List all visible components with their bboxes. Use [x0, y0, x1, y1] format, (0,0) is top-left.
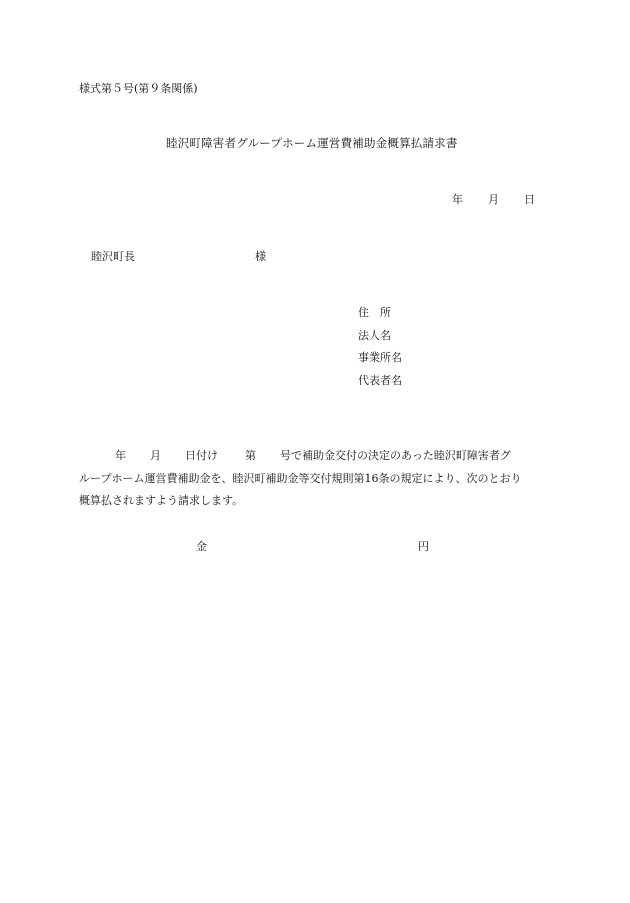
body-number-prefix: 第	[245, 449, 256, 462]
address-label-part1: 住	[358, 306, 369, 319]
office-name-label: 事業所名	[358, 351, 402, 364]
body-year-label: 年	[115, 449, 126, 462]
representative-name-label: 代表者名	[358, 373, 402, 387]
addressee-honorific: 様	[255, 250, 266, 263]
addressee-name: 睦沢町長	[91, 250, 135, 263]
form-number: 様式第５号(第９条関係)	[79, 82, 198, 95]
body-month-label: 月	[150, 449, 161, 462]
body-line-3: 概算払されますよう請求します。	[79, 494, 244, 507]
request-body-text	[79, 445, 549, 513]
date-day-label: 日	[524, 193, 535, 206]
amount-label: 金	[196, 540, 207, 553]
date-line	[452, 194, 536, 206]
body-line1-tail: 号で補助金交付の決定のあった睦沢町障害者グ	[280, 449, 511, 462]
applicant-fields	[358, 307, 402, 397]
body-dated-label: 日付け	[185, 449, 218, 462]
address-label	[358, 307, 402, 330]
date-year-label: 年	[452, 193, 463, 206]
body-line-2: ループホーム運営費補助金を、睦沢町補助金等交付規則第16条の規定により、次のとおり	[79, 471, 522, 485]
date-month-label: 月	[488, 193, 499, 206]
document-title: 睦沢町障害者グループホーム運営費補助金概算払請求書	[166, 136, 458, 150]
body-line-1	[79, 445, 549, 468]
corporation-name-label: 法人名	[358, 328, 391, 342]
amount-unit: 円	[418, 540, 429, 553]
address-label-part2: 所	[380, 306, 391, 319]
